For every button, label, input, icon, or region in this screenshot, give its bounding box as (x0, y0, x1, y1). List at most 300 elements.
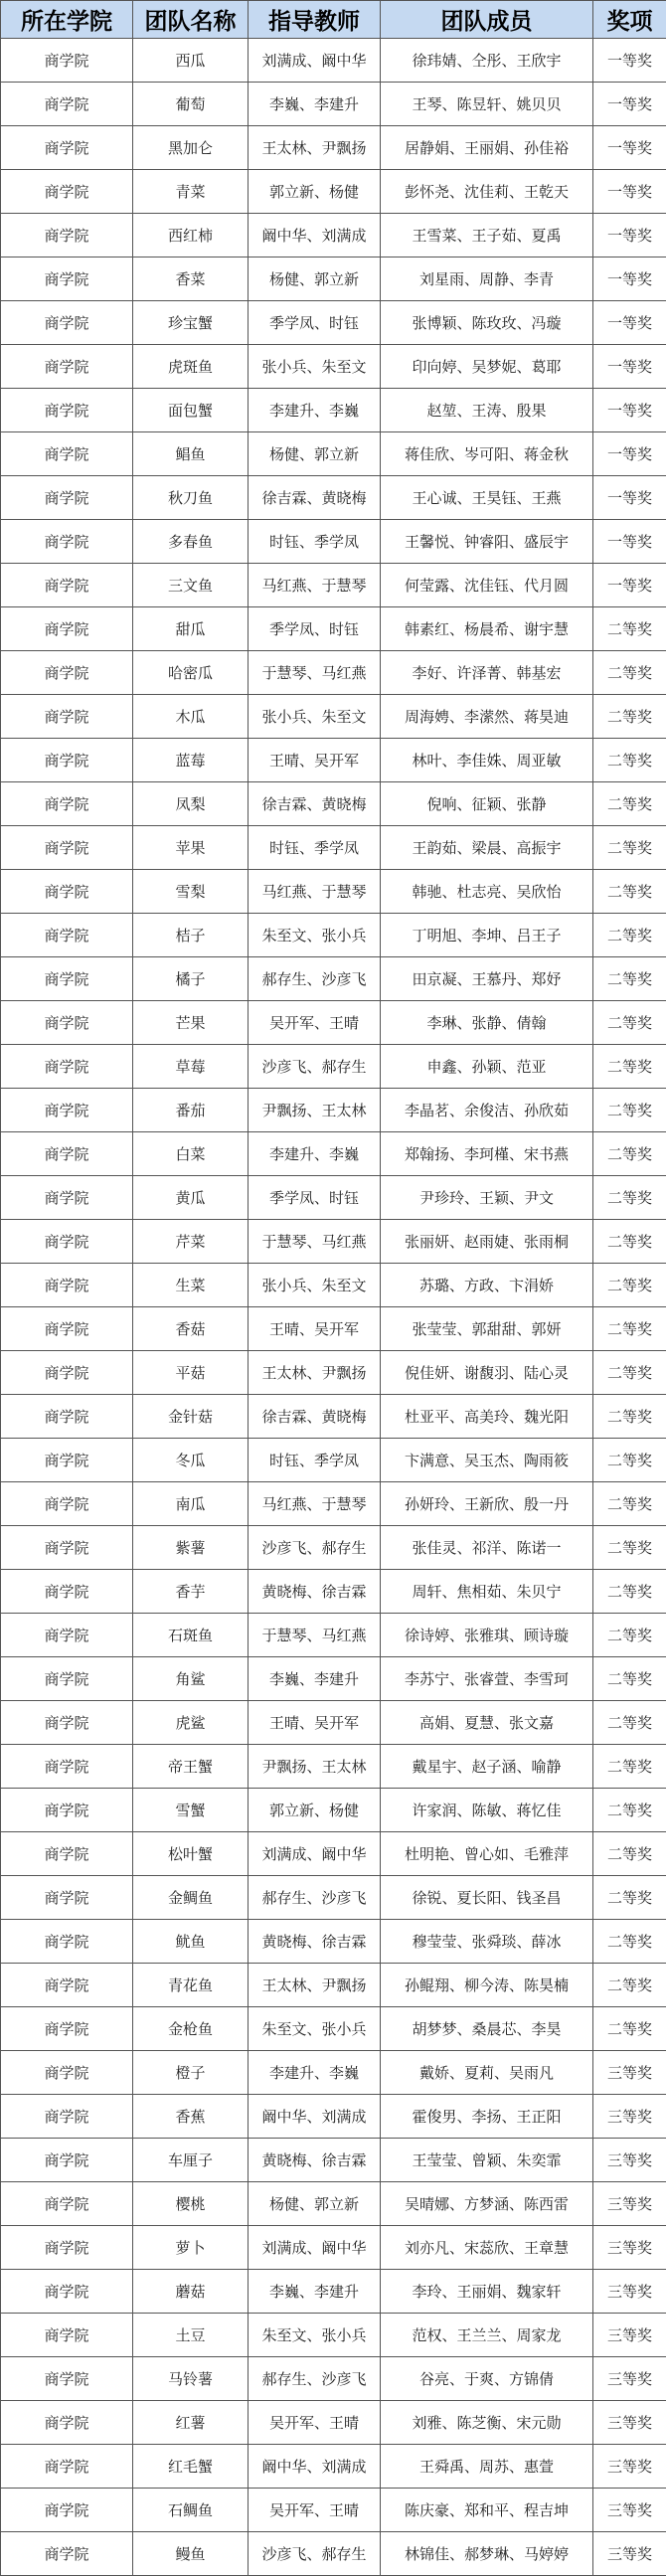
cell-members: 杜亚平、高美玲、魏光阳 (381, 1395, 593, 1439)
cell-advisors: 张小兵、朱至文 (249, 695, 381, 739)
cell-college: 商学院 (1, 1089, 133, 1132)
table-row (1, 1614, 666, 1657)
cell-advisors: 于慧琴、马红燕 (249, 1614, 381, 1657)
cell-award: 二等奖 (593, 1964, 666, 2007)
cell-team-name: 番茄 (133, 1089, 249, 1132)
cell-college: 商学院 (1, 2226, 133, 2270)
cell-advisors: 于慧琴、马红燕 (249, 1220, 381, 1264)
table-row (1, 1482, 666, 1526)
cell-college: 商学院 (1, 957, 133, 1001)
cell-members: 穆莹莹、张舜琰、薛冰 (381, 1920, 593, 1964)
cell-advisors: 李建升、李巍 (249, 2051, 381, 2095)
cell-college: 商学院 (1, 389, 133, 432)
cell-members: 倪佳妍、谢馥羽、陆心灵 (381, 1351, 593, 1395)
cell-college: 商学院 (1, 1876, 133, 1920)
cell-team-name: 甜瓜 (133, 607, 249, 651)
cell-team-name: 珍宝蟹 (133, 301, 249, 345)
cell-team-name: 青菜 (133, 170, 249, 214)
cell-members: 蒋佳欣、岑可阳、蒋金秋 (381, 432, 593, 476)
cell-advisors: 时钰、季学凤 (249, 826, 381, 870)
cell-college: 商学院 (1, 1526, 133, 1570)
cell-team-name: 雪蟹 (133, 1789, 249, 1832)
cell-advisors: 徐吉霖、黄晓梅 (249, 782, 381, 826)
cell-members: 李苏宁、张睿萱、李雪珂 (381, 1657, 593, 1701)
cell-award: 二等奖 (593, 914, 666, 957)
cell-members: 霍俊男、李扬、王正阳 (381, 2095, 593, 2139)
cell-team-name: 多春鱼 (133, 520, 249, 564)
cell-college: 商学院 (1, 782, 133, 826)
cell-members: 徐玮婧、仝彤、王欣宇 (381, 39, 593, 83)
cell-college: 商学院 (1, 2532, 133, 2576)
cell-team-name: 土豆 (133, 2314, 249, 2357)
cell-team-name: 紫薯 (133, 1526, 249, 1570)
cell-award: 二等奖 (593, 1176, 666, 1220)
table-row (1, 1045, 666, 1089)
cell-advisors: 黄晓梅、徐吉霖 (249, 1920, 381, 1964)
cell-college: 商学院 (1, 1657, 133, 1701)
cell-members: 戴星宇、赵子涵、喻静 (381, 1745, 593, 1789)
cell-award: 一等奖 (593, 520, 666, 564)
cell-college: 商学院 (1, 1001, 133, 1045)
cell-award: 三等奖 (593, 2226, 666, 2270)
cell-advisors: 刘满成、阚中华 (249, 1832, 381, 1876)
cell-members: 韩驰、杜志亮、吴欣怡 (381, 870, 593, 914)
cell-college: 商学院 (1, 2314, 133, 2357)
cell-team-name: 凤梨 (133, 782, 249, 826)
cell-college: 商学院 (1, 214, 133, 258)
cell-award: 二等奖 (593, 870, 666, 914)
cell-team-name: 香蕉 (133, 2095, 249, 2139)
cell-award: 二等奖 (593, 1920, 666, 1964)
cell-award: 一等奖 (593, 301, 666, 345)
table-row (1, 1132, 666, 1176)
cell-team-name: 橘子 (133, 957, 249, 1001)
cell-college: 商学院 (1, 826, 133, 870)
cell-college: 商学院 (1, 1964, 133, 2007)
table-row (1, 1264, 666, 1307)
cell-members: 张博颖、陈玫玫、冯璇 (381, 301, 593, 345)
cell-members: 苏璐、方政、卞涓娇 (381, 1264, 593, 1307)
table-row (1, 1876, 666, 1920)
cell-award: 二等奖 (593, 739, 666, 782)
table-row (1, 2226, 666, 2270)
table-row (1, 170, 666, 214)
cell-award: 一等奖 (593, 170, 666, 214)
cell-advisors: 郭立新、杨健 (249, 1789, 381, 1832)
cell-advisors: 郝存生、沙彦飞 (249, 957, 381, 1001)
cell-members: 申鑫、孙颖、范亚 (381, 1045, 593, 1089)
cell-members: 刘星雨、周静、李青 (381, 258, 593, 301)
cell-team-name: 青花鱼 (133, 1964, 249, 2007)
cell-advisors: 沙彦飞、郝存生 (249, 1045, 381, 1089)
cell-members: 周轩、焦相茹、朱贝宁 (381, 1570, 593, 1614)
cell-advisors: 王晴、吴开军 (249, 1307, 381, 1351)
cell-college: 商学院 (1, 301, 133, 345)
cell-members: 谷亮、于爽、方锦倩 (381, 2357, 593, 2401)
cell-award: 一等奖 (593, 126, 666, 170)
cell-award: 二等奖 (593, 1351, 666, 1395)
table-row (1, 1089, 666, 1132)
cell-college: 商学院 (1, 126, 133, 170)
table-row (1, 957, 666, 1001)
table-row (1, 2139, 666, 2182)
table-row (1, 1657, 666, 1701)
cell-team-name: 香菜 (133, 258, 249, 301)
cell-members: 王莹莹、曾颖、朱奕霏 (381, 2139, 593, 2182)
cell-award: 三等奖 (593, 2401, 666, 2445)
table-row (1, 695, 666, 739)
cell-members: 高娟、夏慧、张文嘉 (381, 1701, 593, 1745)
cell-college: 商学院 (1, 1701, 133, 1745)
cell-advisors: 杨健、郭立新 (249, 432, 381, 476)
cell-members: 王舜禹、周苏、惠萱 (381, 2445, 593, 2489)
cell-advisors: 杨健、郭立新 (249, 2182, 381, 2226)
cell-members: 印向婷、吴梦妮、葛耶 (381, 345, 593, 389)
cell-college: 商学院 (1, 2051, 133, 2095)
cell-college: 商学院 (1, 1045, 133, 1089)
cell-advisors: 王晴、吴开军 (249, 739, 381, 782)
cell-advisors: 王太林、尹飘扬 (249, 126, 381, 170)
cell-award: 二等奖 (593, 1001, 666, 1045)
cell-advisors: 于慧琴、马红燕 (249, 651, 381, 695)
cell-college: 商学院 (1, 2489, 133, 2532)
cell-members: 范权、王兰兰、周家龙 (381, 2314, 593, 2357)
cell-members: 王馨悦、钟睿阳、盛辰宇 (381, 520, 593, 564)
table-row (1, 1307, 666, 1351)
cell-college: 商学院 (1, 1395, 133, 1439)
cell-college: 商学院 (1, 1570, 133, 1614)
cell-members: 刘亦凡、宋蕊欣、王章慧 (381, 2226, 593, 2270)
cell-team-name: 松叶蟹 (133, 1832, 249, 1876)
table-row (1, 126, 666, 170)
cell-members: 徐锐、夏长阳、钱圣昌 (381, 1876, 593, 1920)
table-row (1, 870, 666, 914)
cell-college: 商学院 (1, 1176, 133, 1220)
cell-college: 商学院 (1, 2270, 133, 2314)
cell-team-name: 白菜 (133, 1132, 249, 1176)
table-row (1, 1701, 666, 1745)
cell-college: 商学院 (1, 564, 133, 607)
table-body (1, 39, 666, 2576)
cell-advisors: 沙彦飞、郝存生 (249, 2532, 381, 2576)
cell-advisors: 季学凤、时钰 (249, 1176, 381, 1220)
cell-members: 戴娇、夏莉、吴雨凡 (381, 2051, 593, 2095)
cell-team-name: 鳗鱼 (133, 2532, 249, 2576)
cell-advisors: 王太林、尹飘扬 (249, 1964, 381, 2007)
table-row (1, 2357, 666, 2401)
cell-award: 一等奖 (593, 258, 666, 301)
cell-team-name: 车厘子 (133, 2139, 249, 2182)
cell-college: 商学院 (1, 870, 133, 914)
cell-advisors: 王晴、吴开军 (249, 1701, 381, 1745)
cell-team-name: 哈密瓜 (133, 651, 249, 695)
header-members: 团队成员 (381, 1, 593, 39)
cell-award: 三等奖 (593, 2270, 666, 2314)
header-award: 奖项 (593, 1, 666, 39)
cell-advisors: 刘满成、阚中华 (249, 2226, 381, 2270)
cell-advisors: 李建升、李巍 (249, 389, 381, 432)
table-row (1, 1745, 666, 1789)
cell-team-name: 西瓜 (133, 39, 249, 83)
cell-team-name: 香菇 (133, 1307, 249, 1351)
cell-team-name: 西红柿 (133, 214, 249, 258)
table-row (1, 2182, 666, 2226)
cell-members: 许家润、陈敏、蒋忆佳 (381, 1789, 593, 1832)
cell-team-name: 南瓜 (133, 1482, 249, 1526)
cell-members: 李琳、张静、倩翰 (381, 1001, 593, 1045)
table-row (1, 2095, 666, 2139)
table-row (1, 1964, 666, 2007)
cell-members: 胡梦梦、桑晨芯、李昊 (381, 2007, 593, 2051)
cell-award: 一等奖 (593, 345, 666, 389)
cell-advisors: 吴开军、王晴 (249, 2401, 381, 2445)
cell-team-name: 马铃薯 (133, 2357, 249, 2401)
cell-college: 商学院 (1, 695, 133, 739)
table-row (1, 1439, 666, 1482)
table-row (1, 39, 666, 83)
table-row (1, 1789, 666, 1832)
cell-college: 商学院 (1, 651, 133, 695)
cell-award: 二等奖 (593, 651, 666, 695)
cell-college: 商学院 (1, 2182, 133, 2226)
cell-award: 三等奖 (593, 2357, 666, 2401)
cell-advisors: 朱至文、张小兵 (249, 914, 381, 957)
cell-award: 一等奖 (593, 39, 666, 83)
cell-award: 三等奖 (593, 2139, 666, 2182)
cell-award: 一等奖 (593, 432, 666, 476)
cell-members: 张莹莹、郭甜甜、郭妍 (381, 1307, 593, 1351)
cell-college: 商学院 (1, 1832, 133, 1876)
cell-award: 一等奖 (593, 476, 666, 520)
cell-team-name: 黄瓜 (133, 1176, 249, 1220)
cell-members: 居静娟、王丽娟、孙佳裕 (381, 126, 593, 170)
cell-advisors: 徐吉霖、黄晓梅 (249, 1395, 381, 1439)
cell-advisors: 时钰、季学凤 (249, 520, 381, 564)
table-row (1, 83, 666, 126)
cell-advisors: 马红燕、于慧琴 (249, 1482, 381, 1526)
cell-team-name: 秋刀鱼 (133, 476, 249, 520)
cell-advisors: 李建升、李巍 (249, 1132, 381, 1176)
cell-team-name: 木瓜 (133, 695, 249, 739)
cell-college: 商学院 (1, 1745, 133, 1789)
table-row (1, 914, 666, 957)
cell-members: 李玲、王丽娟、魏家轩 (381, 2270, 593, 2314)
cell-college: 商学院 (1, 607, 133, 651)
cell-members: 何莹露、沈佳钰、代月圆 (381, 564, 593, 607)
table-row (1, 345, 666, 389)
cell-members: 郑翰扬、李珂槿、宋书燕 (381, 1132, 593, 1176)
cell-award: 二等奖 (593, 1307, 666, 1351)
cell-members: 林锦佳、郝梦琳、马婷婷 (381, 2532, 593, 2576)
cell-award: 二等奖 (593, 957, 666, 1001)
cell-college: 商学院 (1, 432, 133, 476)
table-row (1, 1526, 666, 1570)
cell-college: 商学院 (1, 520, 133, 564)
cell-advisors: 张小兵、朱至文 (249, 345, 381, 389)
cell-team-name: 橙子 (133, 2051, 249, 2095)
cell-team-name: 蓝莓 (133, 739, 249, 782)
cell-team-name: 芒果 (133, 1001, 249, 1045)
cell-advisors: 吴开军、王晴 (249, 1001, 381, 1045)
cell-advisors: 郝存生、沙彦飞 (249, 1876, 381, 1920)
cell-team-name: 帝王蟹 (133, 1745, 249, 1789)
cell-team-name: 石鲷鱼 (133, 2489, 249, 2532)
cell-college: 商学院 (1, 258, 133, 301)
cell-team-name: 樱桃 (133, 2182, 249, 2226)
cell-advisors: 李巍、李建升 (249, 2270, 381, 2314)
cell-college: 商学院 (1, 1307, 133, 1351)
cell-advisors: 尹飘扬、王太林 (249, 1745, 381, 1789)
cell-members: 王雪菜、王子茹、夏禹 (381, 214, 593, 258)
cell-members: 尹珍玲、王颖、尹文 (381, 1176, 593, 1220)
cell-college: 商学院 (1, 2139, 133, 2182)
cell-advisors: 李巍、李建升 (249, 1657, 381, 1701)
cell-college: 商学院 (1, 83, 133, 126)
cell-award: 二等奖 (593, 782, 666, 826)
cell-team-name: 黑加仑 (133, 126, 249, 170)
cell-award: 二等奖 (593, 1745, 666, 1789)
cell-award: 一等奖 (593, 389, 666, 432)
cell-advisors: 黄晓梅、徐吉霖 (249, 2139, 381, 2182)
cell-team-name: 草莓 (133, 1045, 249, 1089)
cell-college: 商学院 (1, 1482, 133, 1526)
cell-award: 二等奖 (593, 695, 666, 739)
cell-members: 倪响、征颖、张静 (381, 782, 593, 826)
cell-advisors: 王太林、尹飘扬 (249, 1351, 381, 1395)
cell-college: 商学院 (1, 1351, 133, 1395)
table-row (1, 826, 666, 870)
cell-college: 商学院 (1, 2095, 133, 2139)
table-row (1, 214, 666, 258)
cell-college: 商学院 (1, 2445, 133, 2489)
cell-award: 三等奖 (593, 2095, 666, 2139)
cell-team-name: 红毛蟹 (133, 2445, 249, 2489)
cell-members: 林叶、李佳姝、周亚敏 (381, 739, 593, 782)
cell-college: 商学院 (1, 1132, 133, 1176)
cell-advisors: 刘满成、阚中华 (249, 39, 381, 83)
cell-award: 二等奖 (593, 1657, 666, 1701)
table-row (1, 2314, 666, 2357)
table-row (1, 2270, 666, 2314)
cell-advisors: 张小兵、朱至文 (249, 1264, 381, 1307)
cell-award: 二等奖 (593, 1220, 666, 1264)
table-row (1, 1570, 666, 1614)
cell-team-name: 萝卜 (133, 2226, 249, 2270)
cell-team-name: 蘑菇 (133, 2270, 249, 2314)
cell-award: 二等奖 (593, 1089, 666, 1132)
cell-members: 王韵茹、梁晨、高振宇 (381, 826, 593, 870)
table-row (1, 1220, 666, 1264)
cell-advisors: 李巍、李建升 (249, 83, 381, 126)
cell-college: 商学院 (1, 1789, 133, 1832)
table-row (1, 1395, 666, 1439)
cell-members: 张佳灵、祁洋、陈诺一 (381, 1526, 593, 1570)
cell-college: 商学院 (1, 914, 133, 957)
cell-advisors: 沙彦飞、郝存生 (249, 1526, 381, 1570)
table-row (1, 2489, 666, 2532)
cell-team-name: 平菇 (133, 1351, 249, 1395)
cell-college: 商学院 (1, 739, 133, 782)
cell-team-name: 面包蟹 (133, 389, 249, 432)
cell-members: 赵堃、王涛、殷果 (381, 389, 593, 432)
cell-award: 二等奖 (593, 1789, 666, 1832)
table-row (1, 1351, 666, 1395)
cell-college: 商学院 (1, 2007, 133, 2051)
cell-award: 二等奖 (593, 1876, 666, 1920)
cell-advisors: 马红燕、于慧琴 (249, 870, 381, 914)
cell-team-name: 桔子 (133, 914, 249, 957)
cell-award: 二等奖 (593, 826, 666, 870)
cell-college: 商学院 (1, 1614, 133, 1657)
cell-team-name: 鱿鱼 (133, 1920, 249, 1964)
table-row (1, 1920, 666, 1964)
cell-award: 三等奖 (593, 2051, 666, 2095)
cell-advisors: 阚中华、刘满成 (249, 2445, 381, 2489)
table-row (1, 432, 666, 476)
cell-award: 二等奖 (593, 1264, 666, 1307)
cell-team-name: 虎斑鱼 (133, 345, 249, 389)
table-row (1, 1176, 666, 1220)
cell-members: 孙妍玲、王新欣、殷一丹 (381, 1482, 593, 1526)
table-row (1, 651, 666, 695)
cell-advisors: 朱至文、张小兵 (249, 2007, 381, 2051)
cell-members: 徐诗婷、张雅琪、顾诗璇 (381, 1614, 593, 1657)
cell-college: 商学院 (1, 1220, 133, 1264)
table-row (1, 1832, 666, 1876)
cell-award: 一等奖 (593, 83, 666, 126)
table-row (1, 782, 666, 826)
table-row (1, 258, 666, 301)
cell-award: 二等奖 (593, 1614, 666, 1657)
cell-advisors: 阚中华、刘满成 (249, 2095, 381, 2139)
table-row (1, 739, 666, 782)
cell-college: 商学院 (1, 2401, 133, 2445)
cell-college: 商学院 (1, 476, 133, 520)
cell-team-name: 芹菜 (133, 1220, 249, 1264)
cell-members: 孙鲲翔、柳今涛、陈昊楠 (381, 1964, 593, 2007)
cell-advisors: 黄晓梅、徐吉霖 (249, 1570, 381, 1614)
header-team-name: 团队名称 (133, 1, 249, 39)
cell-college: 商学院 (1, 345, 133, 389)
table-row (1, 607, 666, 651)
table-row (1, 2007, 666, 2051)
cell-members: 杜明艳、曾心如、毛雅萍 (381, 1832, 593, 1876)
cell-team-name: 香芋 (133, 1570, 249, 1614)
cell-college: 商学院 (1, 1439, 133, 1482)
cell-advisors: 季学凤、时钰 (249, 607, 381, 651)
cell-award: 三等奖 (593, 2314, 666, 2357)
cell-award: 三等奖 (593, 2532, 666, 2576)
cell-award: 三等奖 (593, 2445, 666, 2489)
cell-members: 周海娉、李潆然、蒋昊迪 (381, 695, 593, 739)
cell-team-name: 三文鱼 (133, 564, 249, 607)
cell-team-name: 葡萄 (133, 83, 249, 126)
cell-members: 丁明旭、李坤、吕王子 (381, 914, 593, 957)
cell-members: 刘雅、陈芝衡、宋元勋 (381, 2401, 593, 2445)
cell-team-name: 虎鲨 (133, 1701, 249, 1745)
cell-award: 二等奖 (593, 1045, 666, 1089)
cell-college: 商学院 (1, 1920, 133, 1964)
cell-award: 二等奖 (593, 607, 666, 651)
cell-team-name: 生菜 (133, 1264, 249, 1307)
cell-award: 二等奖 (593, 1701, 666, 1745)
cell-college: 商学院 (1, 1264, 133, 1307)
cell-award: 一等奖 (593, 564, 666, 607)
cell-advisors: 郭立新、杨健 (249, 170, 381, 214)
cell-members: 王心诚、王昊钰、王燕 (381, 476, 593, 520)
cell-award: 二等奖 (593, 1570, 666, 1614)
cell-advisors: 马红燕、于慧琴 (249, 564, 381, 607)
